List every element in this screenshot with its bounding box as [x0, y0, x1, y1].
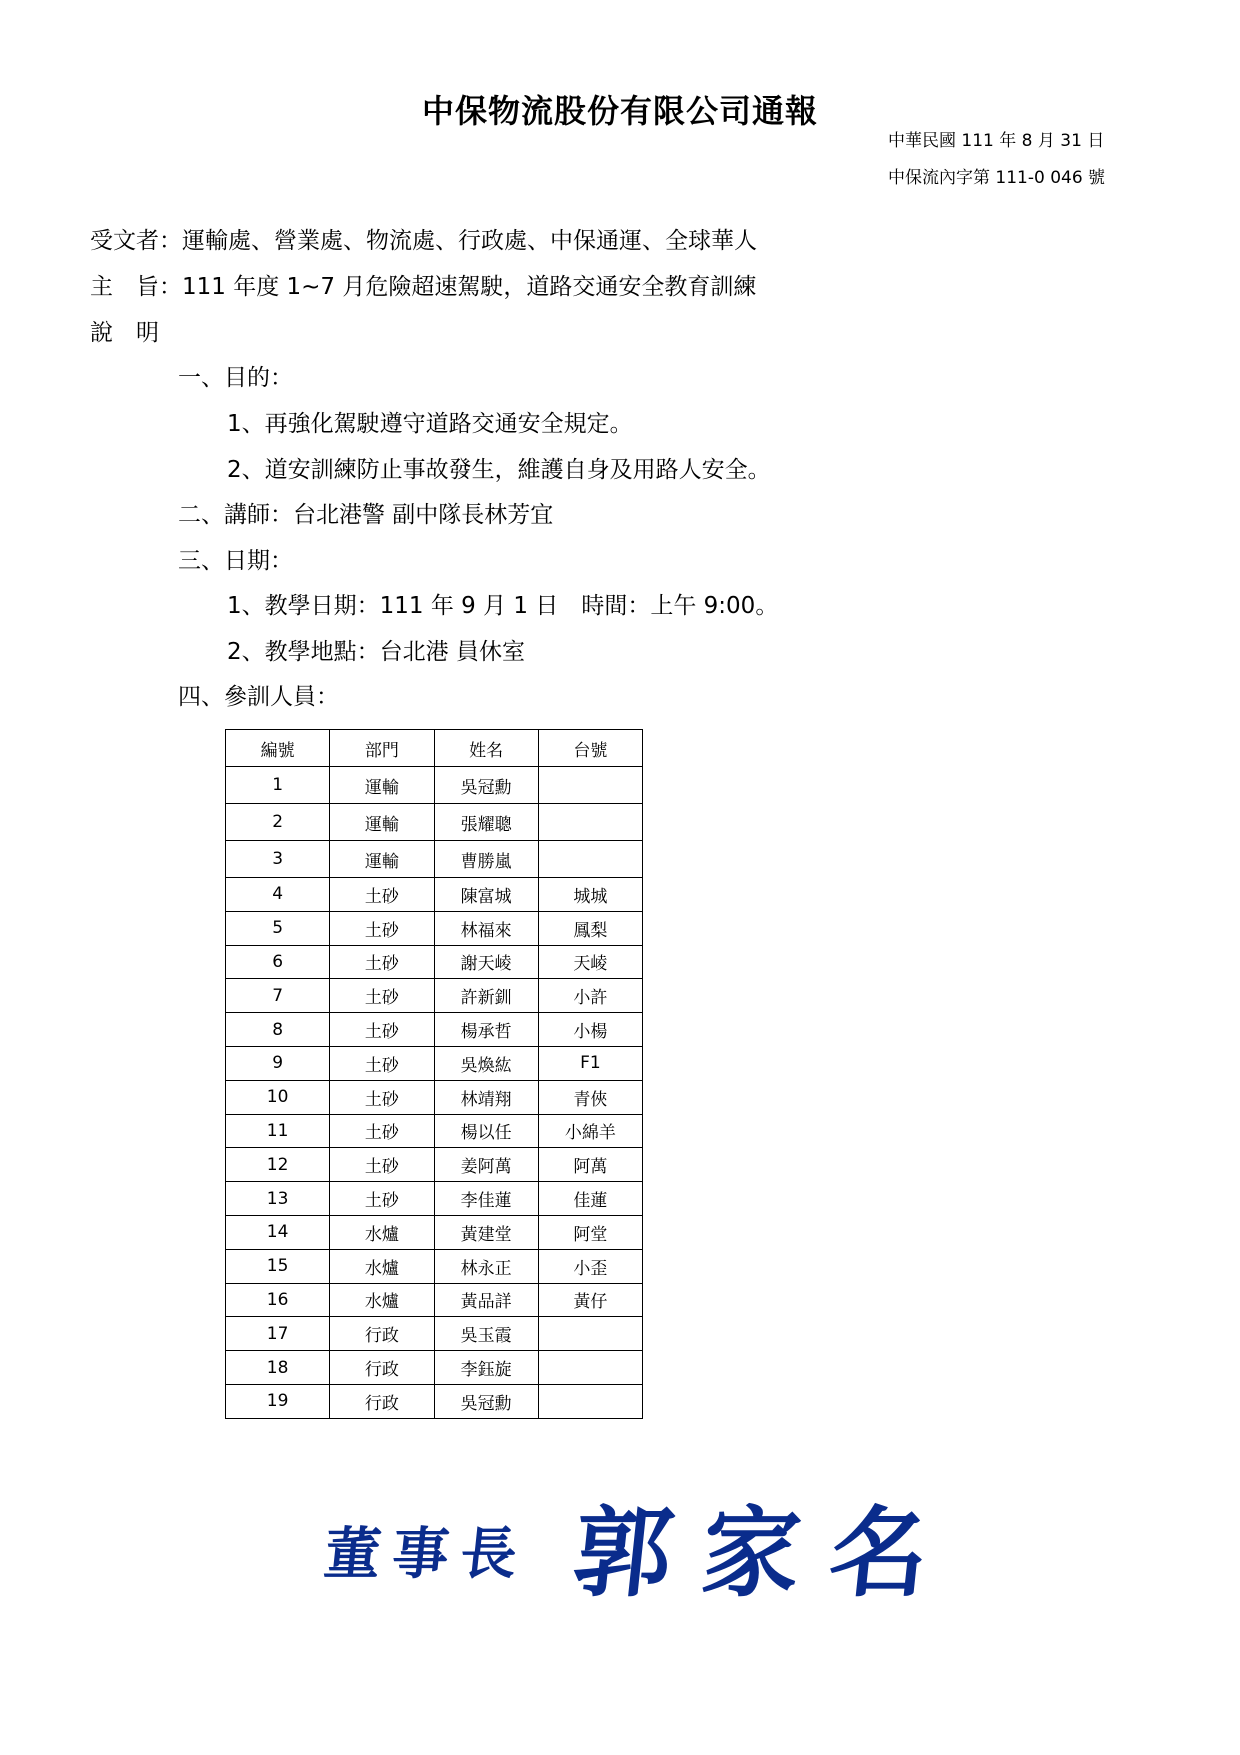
table-row: [226, 1384, 643, 1418]
instructor-line: 二、講師：台北港警 副中隊長林芳宜: [178, 502, 554, 528]
table-header-row: [226, 730, 643, 767]
cell-number: 5: [226, 911, 330, 945]
cell-name: 李佳蓮: [434, 1182, 538, 1216]
date-item: 2、教學地點：台北港 員休室: [227, 639, 525, 665]
cell-truck-id: 青俠: [538, 1080, 642, 1114]
cell-department: 土砂: [330, 1046, 434, 1080]
cell-truck-id: 鳳梨: [538, 911, 642, 945]
cell-truck-id: [538, 767, 642, 804]
cell-department: 水爐: [330, 1283, 434, 1317]
cell-truck-id: F1: [538, 1046, 642, 1080]
table-row: [226, 841, 643, 878]
cell-name: 林靖翔: [434, 1080, 538, 1114]
column-header-truck-id: 台號: [538, 730, 642, 767]
cell-truck-id: [538, 804, 642, 841]
cell-name: 曹勝嵐: [434, 841, 538, 878]
cell-department: 土砂: [330, 945, 434, 979]
table-row: [226, 878, 643, 912]
table-row: [226, 1046, 643, 1080]
participants-heading: 四、參訓人員：: [178, 684, 339, 710]
table-row: [226, 1351, 643, 1385]
cell-name: 黃品詳: [434, 1283, 538, 1317]
purpose-heading: 一、目的：: [178, 365, 293, 391]
participants-table-body: [226, 767, 643, 1419]
recipients-value: 運輸處、營業處、物流處、行政處、中保通運、全球華人: [182, 228, 757, 254]
table-row: [226, 1148, 643, 1182]
cell-number: 19: [226, 1384, 330, 1418]
table-row: [226, 911, 643, 945]
cell-number: 18: [226, 1351, 330, 1385]
table-row: [226, 1317, 643, 1351]
cell-department: 水爐: [330, 1249, 434, 1283]
cell-number: 10: [226, 1080, 330, 1114]
column-header-name: 姓名: [434, 730, 538, 767]
cell-department: 土砂: [330, 979, 434, 1013]
cell-name: 吳冠勳: [434, 1384, 538, 1418]
document-title: 中保物流股份有限公司通報: [421, 92, 818, 130]
cell-truck-id: [538, 1351, 642, 1385]
cell-name: 許新釧: [434, 979, 538, 1013]
date-item: 1、教學日期：111 年 9 月 1 日 時間：上午 9:00。: [227, 593, 779, 619]
cell-number: 3: [226, 841, 330, 878]
cell-department: 土砂: [330, 1148, 434, 1182]
signature-title: 董事長: [321, 1521, 533, 1587]
cell-number: 11: [226, 1114, 330, 1148]
table-row: [226, 1080, 643, 1114]
cell-truck-id: 佳蓮: [538, 1182, 642, 1216]
cell-number: 2: [226, 804, 330, 841]
cell-name: 吳玉霞: [434, 1317, 538, 1351]
cell-number: 13: [226, 1182, 330, 1216]
cell-department: 水爐: [330, 1215, 434, 1249]
cell-department: 土砂: [330, 1182, 434, 1216]
cell-truck-id: 小綿羊: [538, 1114, 642, 1148]
cell-truck-id: 小楊: [538, 1013, 642, 1047]
cell-truck-id: 阿萬: [538, 1148, 642, 1182]
cell-number: 8: [226, 1013, 330, 1047]
subject-value: 111 年度 1~7 月危險超速駕駛，道路交通安全教育訓練: [182, 274, 757, 300]
cell-truck-id: [538, 841, 642, 878]
cell-department: 運輸: [330, 804, 434, 841]
recipients-line: [90, 222, 757, 255]
cell-department: 土砂: [330, 878, 434, 912]
cell-number: 16: [226, 1283, 330, 1317]
cell-name: 吳冠勳: [434, 767, 538, 804]
document-number: 中保流內字第 111-0 046 號: [888, 168, 1106, 188]
cell-truck-id: 小許: [538, 979, 642, 1013]
cell-number: 6: [226, 945, 330, 979]
date-heading: 三、日期：: [178, 548, 293, 574]
purpose-item: 2、道安訓練防止事故發生，維護自身及用路人安全。: [227, 457, 771, 483]
cell-number: 7: [226, 979, 330, 1013]
cell-name: 吳煥紘: [434, 1046, 538, 1080]
cell-truck-id: 小歪: [538, 1249, 642, 1283]
column-header-number: 編號: [226, 730, 330, 767]
cell-name: 黃建堂: [434, 1215, 538, 1249]
table-row: [226, 945, 643, 979]
cell-name: 謝天崚: [434, 945, 538, 979]
table-row: [226, 767, 643, 804]
cell-department: 土砂: [330, 911, 434, 945]
cell-number: 17: [226, 1317, 330, 1351]
cell-department: 土砂: [330, 1080, 434, 1114]
cell-number: 12: [226, 1148, 330, 1182]
cell-truck-id: 天崚: [538, 945, 642, 979]
cell-department: 運輸: [330, 841, 434, 878]
cell-number: 9: [226, 1046, 330, 1080]
cell-department: 土砂: [330, 1013, 434, 1047]
signature-name: 郭家名: [568, 1496, 965, 1611]
cell-department: 行政: [330, 1384, 434, 1418]
cell-name: 張耀聰: [434, 804, 538, 841]
table-row: [226, 1013, 643, 1047]
cell-name: 姜阿萬: [434, 1148, 538, 1182]
cell-name: 楊承哲: [434, 1013, 538, 1047]
table-row: [226, 1249, 643, 1283]
cell-name: 林福來: [434, 911, 538, 945]
subject-label: 主 旨：: [90, 274, 182, 300]
column-header-department: 部門: [330, 730, 434, 767]
cell-department: 行政: [330, 1317, 434, 1351]
cell-truck-id: 阿堂: [538, 1215, 642, 1249]
cell-name: 陳富城: [434, 878, 538, 912]
table-row: [226, 804, 643, 841]
purpose-item: 1、再強化駕駛遵守道路交通安全規定。: [227, 411, 633, 437]
participants-table: [225, 729, 643, 1419]
cell-number: 15: [226, 1249, 330, 1283]
cell-name: 林永正: [434, 1249, 538, 1283]
subject-line: [90, 268, 756, 301]
cell-number: 14: [226, 1215, 330, 1249]
cell-truck-id: 黃仔: [538, 1283, 642, 1317]
table-row: [226, 1283, 643, 1317]
cell-truck-id: 城城: [538, 878, 642, 912]
explanation-label: 說 明: [90, 320, 159, 346]
table-row: [226, 979, 643, 1013]
cell-department: 運輸: [330, 767, 434, 804]
cell-truck-id: [538, 1384, 642, 1418]
cell-number: 4: [226, 878, 330, 912]
cell-truck-id: [538, 1317, 642, 1351]
cell-department: 行政: [330, 1351, 434, 1385]
table-row: [226, 1182, 643, 1216]
cell-name: 楊以任: [434, 1114, 538, 1148]
issue-date: 中華民國 111 年 8 月 31 日: [888, 131, 1105, 151]
table-row: [226, 1215, 643, 1249]
cell-name: 李鈺旋: [434, 1351, 538, 1385]
cell-department: 土砂: [330, 1114, 434, 1148]
table-row: [226, 1114, 643, 1148]
cell-number: 1: [226, 767, 330, 804]
recipients-label: 受文者：: [90, 228, 182, 254]
